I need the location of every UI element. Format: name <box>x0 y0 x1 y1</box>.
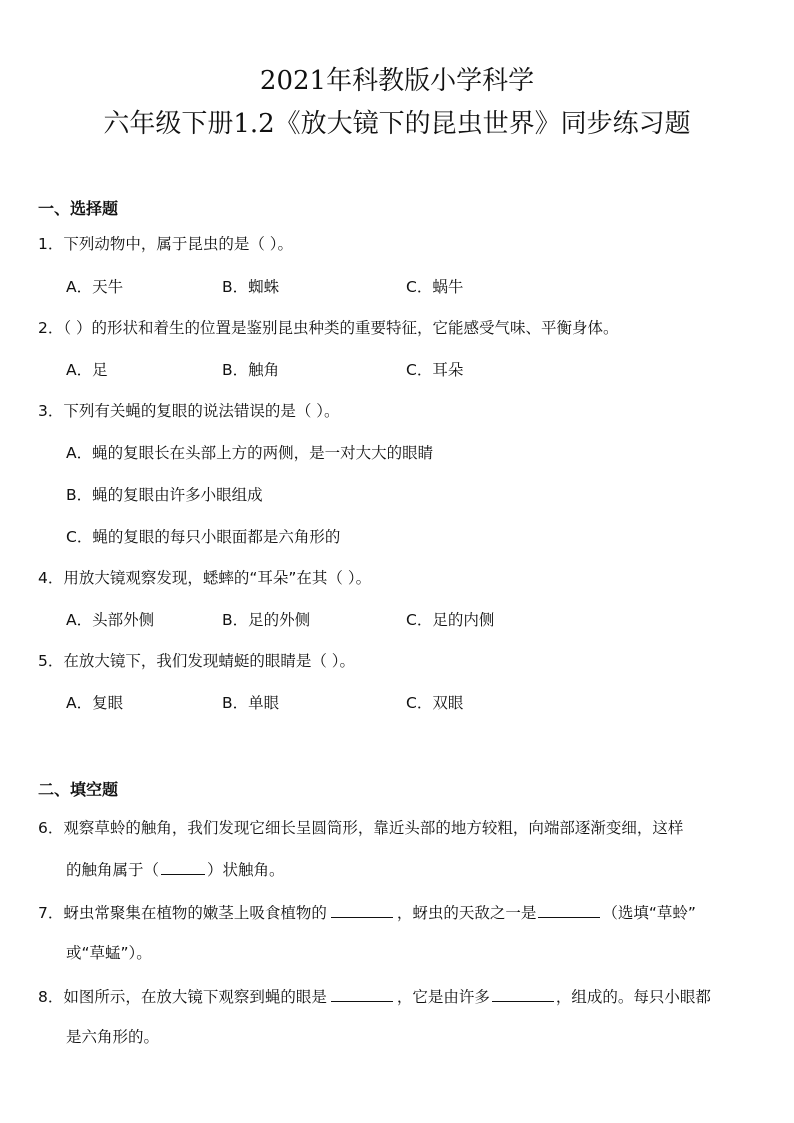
option-2c: C．耳朵 <box>406 361 464 379</box>
question-stem: 下列有关蝇的复眼的说法错误的是（ ）。 <box>63 402 340 420</box>
question-6-line-2 <box>66 858 285 881</box>
option-4c: C．足的内侧 <box>406 611 495 629</box>
question-number: 3． <box>38 402 64 420</box>
option-1b: B．蜘蛛 <box>222 278 280 296</box>
option-4a: A．头部外侧 <box>66 611 155 629</box>
question-stem: （ ）的形状和着生的位置是鉴别昆虫种类的重要特征，它能感受气味、平衡身体。 <box>63 319 619 337</box>
option-5c: C．双眼 <box>406 694 464 712</box>
answer-blank[interactable] <box>161 858 205 875</box>
question-number: 8． <box>38 988 64 1006</box>
option-5b: B．单眼 <box>222 694 280 712</box>
question-8-line-2: 是六角形的。 <box>66 1028 160 1046</box>
section-header-fill: 二、填空题 <box>38 780 119 799</box>
section-header-choice: 一、选择题 <box>38 199 119 218</box>
question-3 <box>38 400 340 422</box>
question-text: 的触角属于（ <box>66 861 160 879</box>
question-text: ，组成的。每只小眼都 <box>555 988 711 1006</box>
question-5 <box>38 650 355 672</box>
title-line-1: 2021年科教版小学科学 <box>259 66 535 96</box>
question-number: 4． <box>38 569 64 587</box>
option-2a: A．足 <box>66 361 108 379</box>
question-number: 2． <box>38 319 64 337</box>
question-7-line-1 <box>38 901 696 924</box>
question-text: 观察草蛉的触角，我们发现它细长呈圆筒形，靠近头部的地方较粗，向端部逐渐变细，这样 <box>63 819 684 837</box>
question-7-line-2: 或“草蜢”）。 <box>66 944 152 962</box>
option-2b: B．触角 <box>222 361 280 379</box>
option-3a: A．蝇的复眼长在头部上方的两侧，是一对大大的眼睛 <box>66 444 434 462</box>
question-number: 5． <box>38 652 64 670</box>
answer-blank[interactable] <box>492 985 554 1002</box>
question-number: 6． <box>38 819 64 837</box>
answer-blank[interactable] <box>331 985 393 1002</box>
question-stem: 在放大镜下，我们发现蜻蜓的眼睛是（ ）。 <box>63 652 356 670</box>
question-stem: 下列动物中，属于昆虫的是（ ）。 <box>63 235 294 253</box>
question-text: （选填“草蛉” <box>602 904 696 922</box>
question-text: ，蚜虫的天敌之一是 <box>396 904 537 922</box>
question-4 <box>38 567 371 589</box>
option-5a: A．复眼 <box>66 694 124 712</box>
question-number: 7． <box>38 904 64 922</box>
question-text: 如图所示，在放大镜下观察到蝇的眼是 <box>63 988 327 1006</box>
question-stem: 用放大镜观察发现，蟋蟀的“耳朵”在其（ ）。 <box>63 569 372 587</box>
option-1a: A．天牛 <box>66 278 124 296</box>
option-3b: B．蝇的复眼由许多小眼组成 <box>66 486 263 504</box>
title-line-2: 六年级下册1.2《放大镜下的昆虫世界》同步练习题 <box>103 109 691 139</box>
question-6-line-1 <box>38 817 683 839</box>
question-1 <box>38 233 293 255</box>
option-1c: C．蜗牛 <box>406 278 464 296</box>
option-3c: C．蝇的复眼的每只小眼面都是六角形的 <box>66 528 341 546</box>
question-2 <box>38 317 619 339</box>
answer-blank[interactable] <box>331 901 393 918</box>
question-8-line-1 <box>38 985 711 1008</box>
question-number: 1． <box>38 235 64 253</box>
option-4b: B．足的外侧 <box>222 611 311 629</box>
question-text: ，它是由许多 <box>396 988 490 1006</box>
answer-blank[interactable] <box>538 901 600 918</box>
question-text: ）状触角。 <box>207 861 285 879</box>
question-text: 蚜虫常聚集在植物的嫩茎上吸食植物的 <box>63 904 327 922</box>
